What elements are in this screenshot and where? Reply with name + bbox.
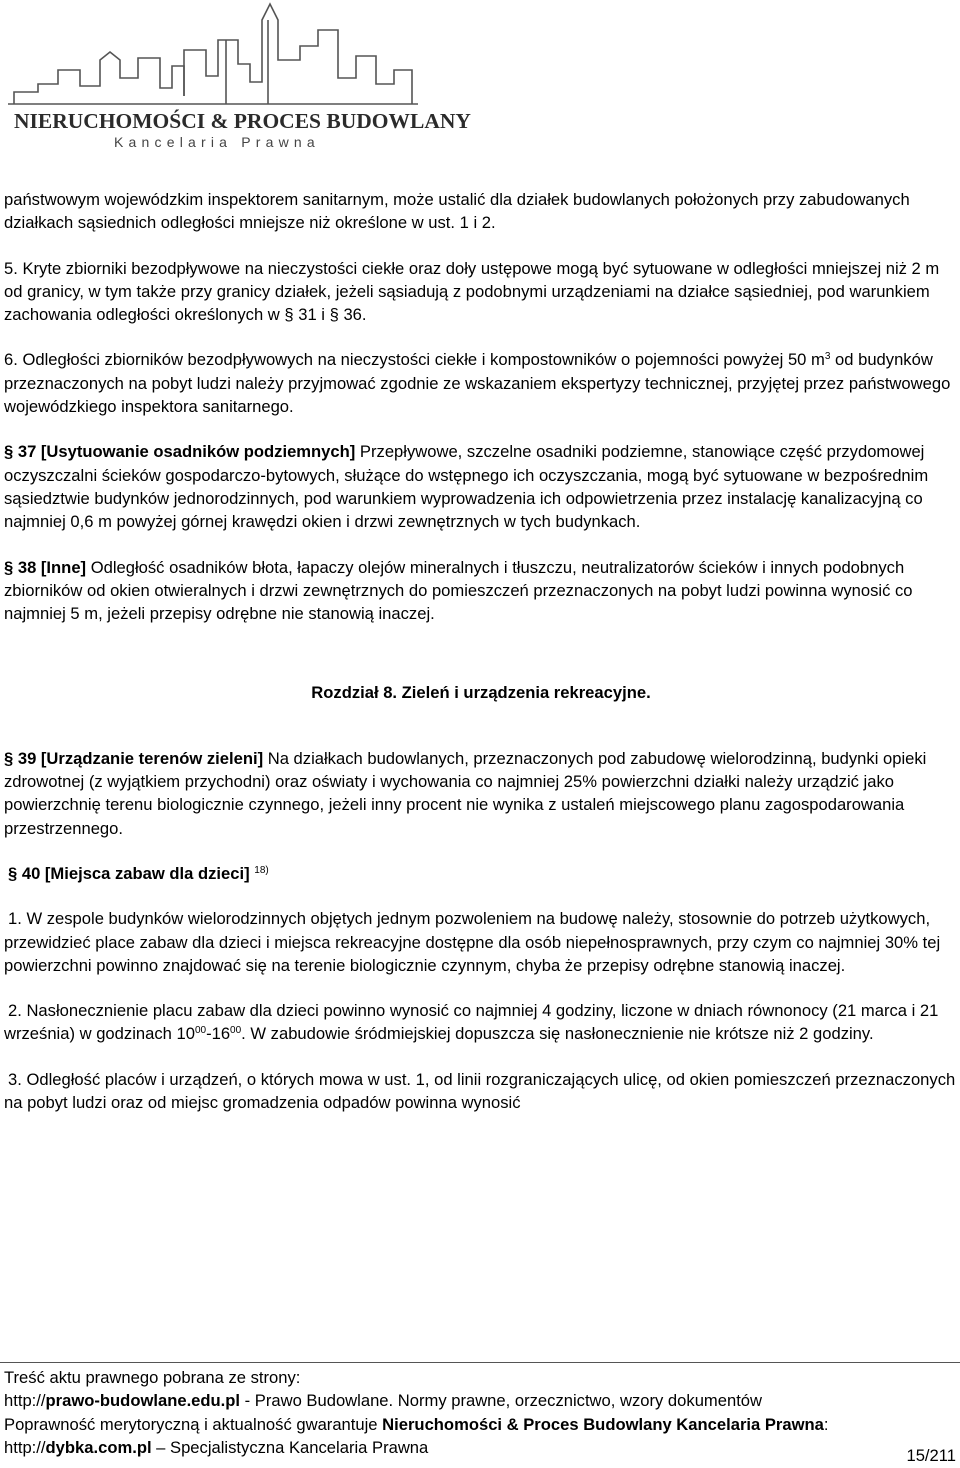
paragraph: państwowym wojewódzkim inspektorem sanitarnym, może ustalić dla działek budowlanych położonych przy zabudowanych działkach sąsiednich odległości mniejsze niż określone w ust. 1 i 2. — [4, 190, 910, 233]
superscript: 00 — [230, 1025, 242, 1037]
url-domain: dybka.com.pl — [45, 1437, 152, 1457]
footer — [4, 1366, 958, 1459]
section-40-point-2 — [4, 999, 958, 1046]
section-40-point-1: 1. W zespole budynków wielorodzinnych objętych jednym pozwoleniem na budowę należy, stosownie do potrzeb użytkowych, przewidzieć place zabaw dla dzieci i miejsca rekreacyjne dostępne dla osób niepełnosprawnych, przy czym co najmniej 30% tej powierzchni powinno znajdować się na terenie biologicznie czynnym, chyba że przepisy odrębne stanowią inaczej. — [4, 909, 941, 975]
section-heading: § 38 [Inne] — [4, 557, 87, 577]
section-text: Na działkach budowlanych, przeznaczonych pod zabudowę wielorodzinną, budynki opieki zdrowotnej (z wyjątkiem przychodni) oraz oświaty i wychowania co najmniej 25% powierzchni działki należy urządzić jako powierzchnię terenu biologicznie czynnego, jeżeli inny procent nie wynika z ustaleń miejscowego planu zagospodarowania przestrzennego. — [4, 748, 927, 838]
section-37 — [4, 440, 958, 533]
paragraph-point-6 — [4, 348, 958, 418]
section-40-point-3: 3. Odległość placów i urządzeń, o których mowa w ust. 1, od linii rozgraniczających ulicę, od okien pomieszczeń przeznaczonych na pobyt ludzi oraz od miejsc gromadzenia odpadów powinna wynosić — [4, 1069, 956, 1113]
logo — [0, 0, 960, 160]
footer-line-3 — [4, 1413, 958, 1436]
footer-line-2 — [4, 1389, 958, 1412]
section-heading: § 39 [Urządzanie terenów zieleni] — [4, 748, 264, 768]
url-domain: prawo-budowlane.edu.pl — [45, 1391, 241, 1411]
footer-link-dybka[interactable] — [4, 1438, 152, 1457]
text: -16 — [206, 1024, 231, 1044]
section-38 — [4, 556, 958, 626]
footer-text: : — [823, 1414, 829, 1434]
section-40-heading — [4, 862, 958, 885]
footer-company-name: Nieruchomości & Proces Budowlany Kancelaria Prawna — [382, 1414, 824, 1434]
footer-link-prawo-budowlane[interactable] — [4, 1391, 240, 1410]
url-prefix: http:// — [4, 1391, 46, 1411]
logo-subtitle: Kancelaria Prawna — [114, 134, 320, 150]
document-body — [4, 188, 958, 1136]
footer-text: - Prawo Budowlane. Normy prawne, orzecznictwo, wzory dokumentów — [240, 1391, 763, 1411]
url-prefix: http:// — [4, 1437, 46, 1457]
chapter-title: Rozdział 8. Zieleń i urządzenia rekreacyjne. — [311, 683, 651, 703]
section-text: Odległość osadników błota, łapaczy olejów mineralnych i tłuszczu, neutralizatorów ścieków i innych podobnych zbiorników od okien otwieralnych i drzwi zewnętrznych do pomieszczeń przeznaczonych na pobyt ludzi powinna wynosić co najmniej 5 m, jeżeli przepisy odrębne nie stanowią inaczej. — [4, 557, 913, 624]
paragraph-point-5: 5. Kryte zbiorniki bezodpływowe na nieczystości ciekłe oraz doły ustępowe mogą być sytuowane w odległości mniejszej niż 2 m od granicy, w tym także przy granicy działek, jeżeli sąsiadują z podobnymi urządzeniami na działce sąsiedniej, pod warunkiem zachowania odległości określonych w § 31 i § 36. — [4, 258, 940, 325]
section-39 — [4, 747, 958, 840]
logo-title: NIERUCHOMOŚCI & PROCES BUDOWLANY — [14, 109, 471, 133]
footer-line-4 — [4, 1436, 958, 1459]
footnote-ref: 18) — [254, 864, 269, 876]
superscript: 00 — [194, 1025, 207, 1037]
text: 2. Nasłonecznienie placu zabaw dla dzieci powinno wynosić co najmniej 4 godziny, liczone w dniach równonocy (21 marca i 21 września) w godzinach 10 — [4, 1001, 939, 1044]
section-heading: § 37 [Usytuowanie osadników podziemnych] — [4, 442, 356, 462]
superscript: 3 — [824, 351, 831, 363]
page-number: 15/211 — [906, 1446, 956, 1465]
text: 6. Odległości zbiorników bezodpływowych na nieczystości ciekłe i kompostowników o pojemności powyżej 50 m — [4, 350, 825, 370]
footer-text: Poprawność merytoryczną i aktualność gwarantuje — [4, 1414, 383, 1434]
section-heading: § 40 [Miejsca zabaw dla dzieci] — [8, 863, 250, 883]
footer-divider — [0, 1362, 960, 1363]
footer-source-label: Treść aktu prawnego pobrana ze strony: — [4, 1368, 301, 1387]
section-text: Przepływowe, szczelne osadniki podziemne, stanowiące część przydomowej oczyszczalni ścieków gospodarczo-bytowych, służące do wstępnego ich oczyszczania, mogą być sytuowane w bezpośrednim sąsiedztwie budynków jednorodzinnych, pod warunkiem wyprowadzenia ich odpowietrzenia przez instalację kanalizacyjną co najmniej 0,6 m powyżej górnej krawędzi okien i drzwi zewnętrznych w tych budynkach. — [4, 442, 929, 532]
text: od budynków przeznaczonych na pobyt ludzi należy przyjmować zgodnie ze wskazaniem ekspertyzy technicznej, przyjętej przez państwowego wojewódzkiego inspektora sanitarnego. — [4, 350, 951, 417]
footer-text: – Specjalistyczna Kancelaria Prawna — [151, 1437, 429, 1457]
text: . W zabudowie śródmiejskiej dopuszcza się nasłonecznienie nie krótsze niż 2 godziny. — [241, 1024, 874, 1044]
